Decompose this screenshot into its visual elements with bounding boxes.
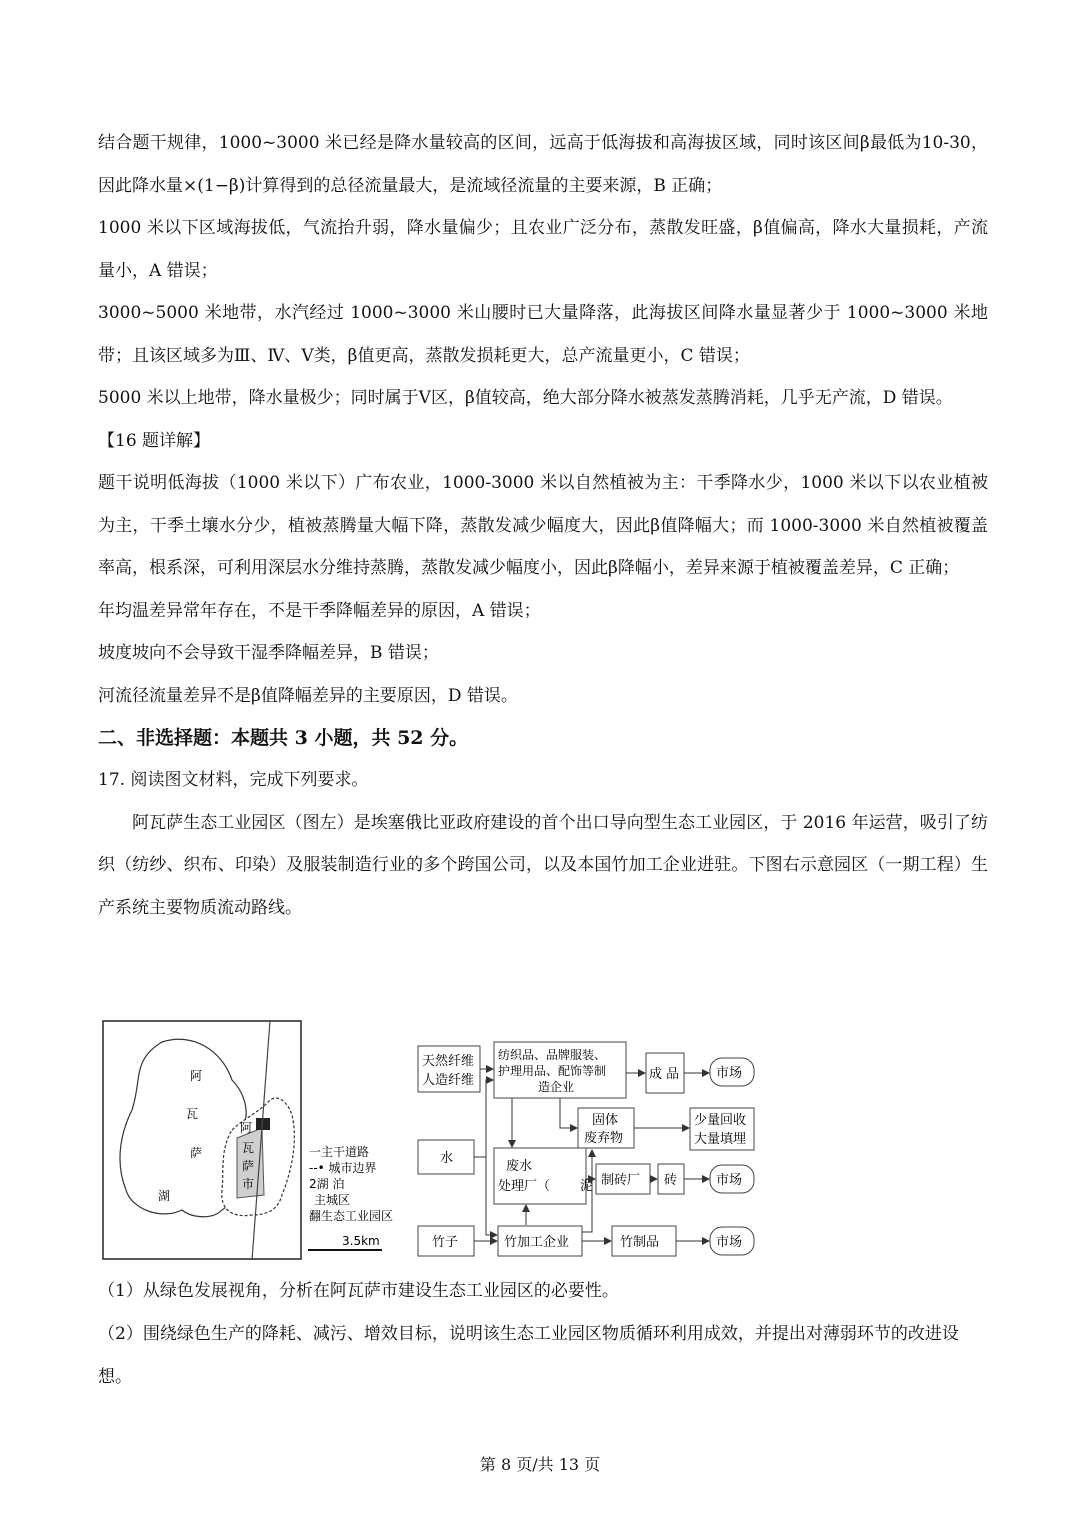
wastewater-box — [494, 1148, 586, 1204]
bamboo-enterprise-label: 竹加工企业 — [504, 1235, 570, 1250]
lake-label-1: 阿 — [190, 1069, 203, 1083]
bamboo-products-label: 竹制品 — [620, 1235, 660, 1250]
heading-16-detail: 【16 题详解】 — [98, 430, 211, 451]
flow-diagram — [418, 1042, 754, 1256]
lake-label-2: 瓦 — [186, 1107, 199, 1121]
solid-waste-line-2: 废弃物 — [584, 1131, 624, 1146]
market-2-label: 市场 — [716, 1173, 743, 1188]
bamboo-label: 竹子 — [432, 1235, 459, 1250]
city-label-3: 萨 — [242, 1159, 255, 1173]
lake-label-3: 萨 — [190, 1146, 203, 1160]
textile-line-3: 造企业 — [538, 1080, 575, 1094]
recycle-line-2: 大量填埋 — [694, 1132, 747, 1147]
question-17-part-2: （2）围绕绿色生产的降耗、减污、增效目标，说明该生态工业园区物质循环利用成效，并提出对薄弱环节的改进设想。 — [98, 1324, 959, 1387]
map-legend — [308, 1145, 393, 1250]
legend-road: 一主干道路 — [309, 1145, 370, 1159]
paragraph-15-b: 结合题干规律，1000~3000 米已经是降水量较高的区间，远高于低海拔和高海拔区域，同时该区间β最低为10-30，因此降水量×(1−β)计算得到的总径流量最大，是流域径流量的主要来源，B 正确； — [98, 133, 988, 196]
paragraph-15-d: 5000 米以上地带，降水量极少；同时属于Ⅴ区，β值较高，绝大部分降水被蒸发蒸腾消耗，几乎无产流，D 错误。 — [98, 388, 953, 408]
paragraph-16-d: 河流径流量差异不是β值降幅差异的主要原因，D 错误。 — [98, 685, 518, 706]
market-3-label: 市场 — [716, 1235, 743, 1250]
legend-city-boundary: --• 城市边界 — [309, 1161, 377, 1175]
city-label-1: 阿 — [240, 1121, 253, 1135]
water-label: 水 — [440, 1151, 454, 1166]
section-heading-2: 二、非选择题：本题共 3 小题，共 52 分。 — [98, 727, 469, 749]
wastewater-line-2: 处理厂（ — [498, 1179, 551, 1194]
legend-lake: 2湖 泊 — [309, 1177, 345, 1191]
paragraph-16-a: 年均温差异常年存在，不是干季降幅差异的原因，A 错误； — [98, 600, 541, 621]
city-label-4: 市 — [242, 1177, 255, 1191]
lake-map — [103, 1021, 301, 1260]
textile-line-1: 纺织品、品牌服装、 — [498, 1048, 607, 1062]
product-label: 成 品 — [649, 1067, 680, 1082]
arrow-textile-waste — [560, 1098, 577, 1128]
solid-waste-line-1: 固体 — [592, 1113, 619, 1128]
brick-label: 砖 — [664, 1173, 678, 1188]
question-17-title: 17. 阅读图文材料，完成下列要求。 — [98, 770, 369, 790]
figure-17 — [102, 1020, 762, 1262]
recycle-line-1: 少量回收 — [694, 1113, 747, 1128]
paragraph-16-c: 题干说明低海拔（1000 米以下）广布农业，1000-3000 米以自然植被为主：干季降水少，1000 米以下以农业植被为主，干季土壤水分少，植被蒸腾量大幅下降，蒸散发减少幅度大，因此β值降幅大；而 1000-3000 米自然植被覆盖率高，根系深，可利用深层水分维持蒸腾，蒸散发减少幅度小，因此β降幅小，差异来源于植被覆盖差异，C 正确； — [98, 473, 988, 578]
brickworks-label: 制砖厂 — [601, 1173, 641, 1188]
paragraph-16-b: 坡度坡向不会导致干湿季降幅差异，B 错误； — [98, 643, 439, 663]
figure-17-svg — [102, 1020, 762, 1262]
paragraph-15-c: 3000~5000 米地带，水汽经过 1000~3000 米山腰时已大量降落，此海拔区间降水量显著少于 1000~3000 米地带；且该区域多为Ⅲ、Ⅳ、Ⅴ类，β值更高，蒸散发损耗更大，总产流量更小，C 错误； — [98, 303, 988, 366]
page-footer: 第 8 页/共 13 页 — [479, 1455, 601, 1474]
fiber-artificial: 人造纤维 — [422, 1073, 475, 1088]
wastewater-line-1: 废水 — [506, 1159, 533, 1174]
scale-label: 3.5km — [342, 1234, 380, 1248]
market-1-label: 市场 — [716, 1066, 743, 1081]
legend-urban: 主城区 — [314, 1193, 351, 1207]
lake-label-4: 湖 — [158, 1189, 171, 1203]
question-17-part-1: （1）从绿色发展视角，分析在阿瓦萨市建设生态工业园区的必要性。 — [98, 1281, 619, 1301]
textile-line-2: 护理用品、配饰等制 — [498, 1064, 607, 1078]
legend-park: 翻生态工业园区 — [309, 1209, 394, 1223]
fiber-natural: 天然纤维 — [422, 1054, 475, 1069]
city-label-2: 瓦 — [242, 1141, 255, 1155]
question-17-material: 阿瓦萨生态工业园区（图左）是埃塞俄比亚政府建设的首个出口导向型生态工业园区，于 2016 年运营，吸引了纺织（纺纱、织布、印染）及服装制造行业的多个跨国公司，以及本国竹加工企业进驻。下图右示意园区（一期工程）生产系统主要物质流动路线。 — [98, 812, 988, 918]
mud-label: 泥 — [580, 1179, 594, 1194]
document-body — [98, 122, 988, 929]
paragraph-15-a: 1000 米以下区域海拔低，气流抬升弱，降水量偏少；且农业广泛分布，蒸散发旺盛，β值偏高，降水大量损耗，产流量小，A 错误； — [98, 218, 988, 281]
